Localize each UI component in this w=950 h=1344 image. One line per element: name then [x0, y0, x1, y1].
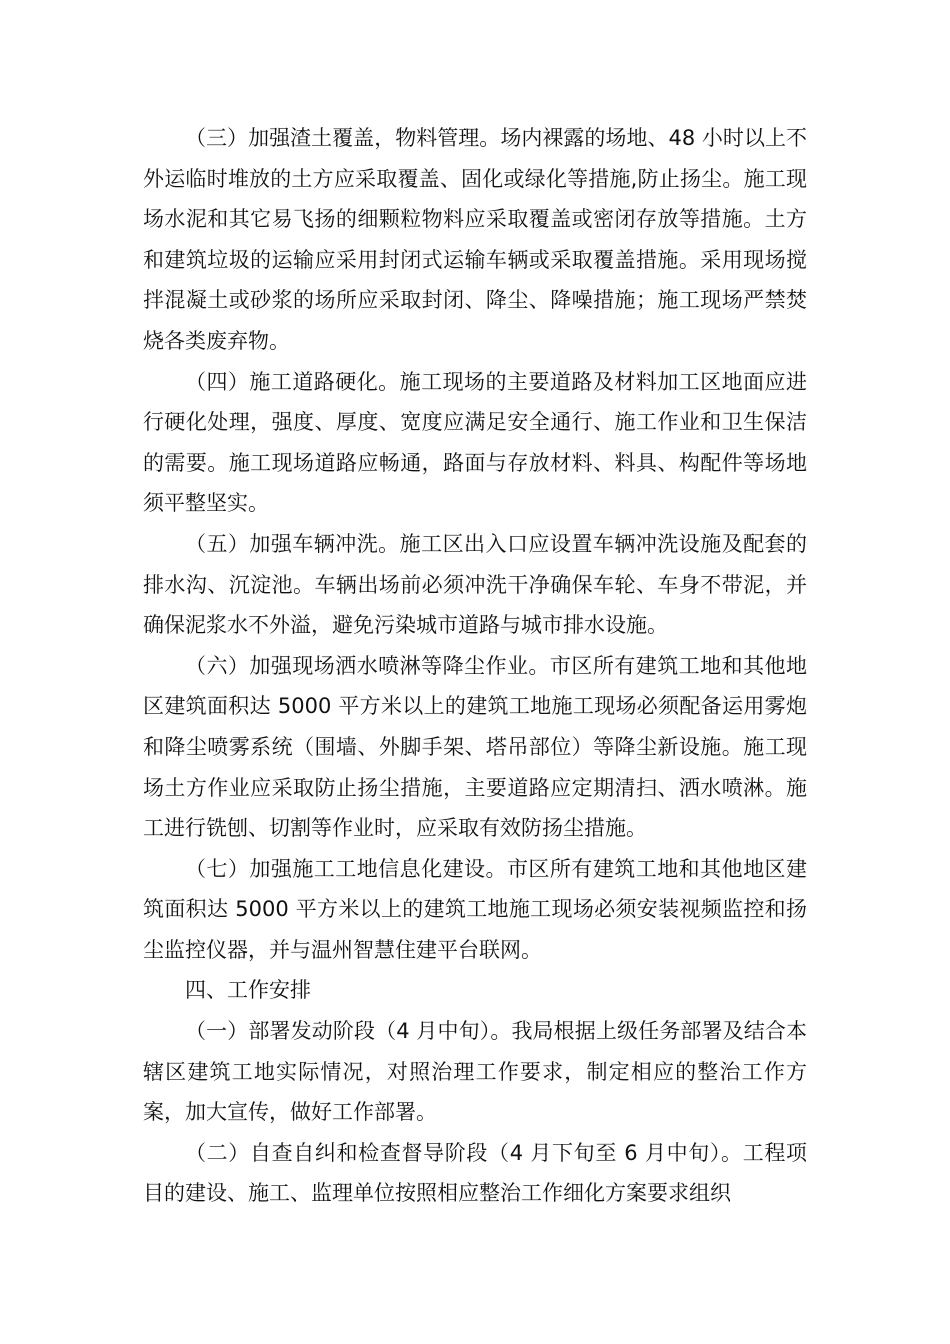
paragraph-section-3: （三）加强渣土覆盖，物料管理。场内裸露的场地、48 小时以上不外运临时堆放的土方应采取覆盖、固化或绿化等措施,防止扬尘。施工现场水泥和其它易飞扬的细颗粒物料应采取覆盖或密闭存放等措施。土方和建筑垃圾的运输应采用封闭式运输车辆或采取覆盖措施。采用现场搅拌混凝土或砂浆的场所应采取封闭、降尘、降噪措施；施工现场严禁焚烧各类废弃物。: [143, 126, 807, 353]
paragraph-stage-1: （一）部署发动阶段（4 月中旬）。我局根据上级任务部署及结合本辖区建筑工地实际情况，对照治理工作要求，制定相应的整治工作方案，加大宣传，做好工作部署。: [143, 1019, 807, 1125]
heading-work-arrangement: 四、工作安排: [185, 978, 311, 1003]
paragraph-section-6: （六）加强现场洒水喷淋等降尘作业。市区所有建筑工地和其他地区建筑面积达 5000 平方米以上的建筑工地施工现场必须配备运用雾炮和降尘喷雾系统（围墙、外脚手架、塔吊部位）等降尘新设施。施工现场土方作业应采取防止扬尘措施，主要道路应定期清扫、洒水喷淋。施工进行铣刨、切割等作业时，应采取有效防扬尘措施。: [143, 653, 807, 841]
paragraph-section-4: （四）施工道路硬化。施工现场的主要道路及材料加工区地面应进行硬化处理，强度、厚度、宽度应满足安全通行、施工作业和卫生保洁的需要。施工现场道路应畅通，路面与存放材料、料具、构配件等场地须平整坚实。: [143, 369, 807, 516]
document-body: [143, 118, 807, 1214]
paragraph-section-7: （七）加强施工工地信息化建设。市区所有建筑工地和其他地区建筑面积达 5000 平方米以上的建筑工地施工现场必须安装视频监控和扬尘监控仪器，并与温州智慧住建平台联网。: [143, 856, 807, 962]
paragraph-stage-2: （二）自查自纠和检查督导阶段（4 月下旬至 6 月中旬）。工程项目的建设、施工、监理单位按照相应整治工作细化方案要求组织: [143, 1140, 807, 1206]
paragraph-section-5: （五）加强车辆冲洗。施工区出入口应设置车辆冲洗设施及配套的排水沟、沉淀池。车辆出场前必须冲洗干净确保车轮、车身不带泥，并确保泥浆水不外溢，避免污染城市道路与城市排水设施。: [143, 531, 807, 638]
